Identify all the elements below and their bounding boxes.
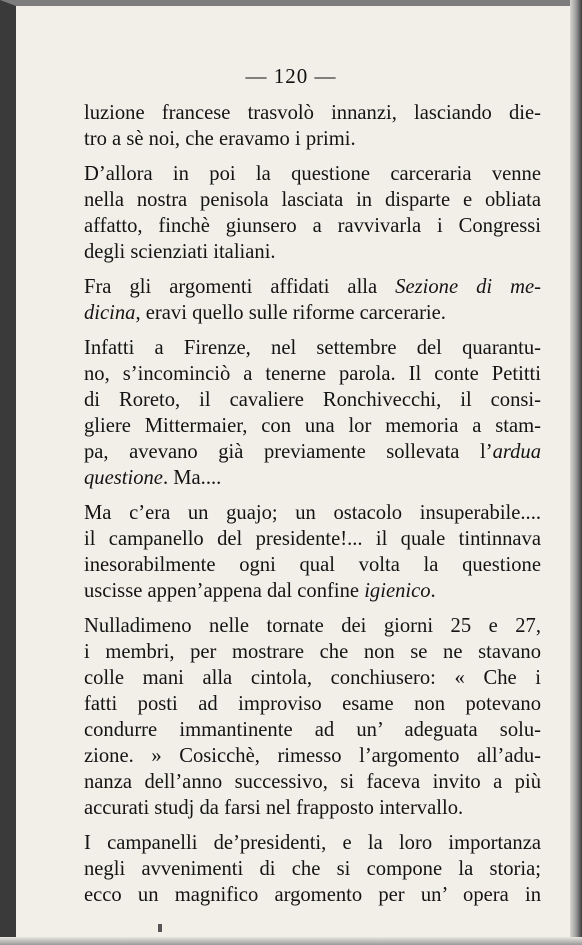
text-line: ecco un magnifico argomento per un’ opera in — [84, 884, 541, 906]
text-line: Infatti a Firenze, nel settembre del quarantu- — [84, 337, 541, 359]
text-line: affatto, finchè giunsero a ravvivarla i Congressi — [84, 215, 541, 237]
text-line: il campanello del presidente!... il quale tintinnava — [84, 528, 541, 550]
text-line: Nulladimeno nelle tornate dei giorni 25 e 27, — [84, 615, 541, 637]
body-text — [84, 100, 541, 908]
text-line: dicina, eravi quello sulle riforme carcerarie. — [84, 302, 446, 324]
text-line: fatti posti ad improviso esame non potevano — [84, 693, 541, 715]
text-line: condurre immantinente ad un’ adeguata solu- — [84, 719, 541, 741]
text-line: zione. » Cosicchè, rimesso l’argomento all’adu- — [84, 745, 541, 767]
text-line: gliere Mittermaier, con una lor memoria a stam- — [84, 415, 541, 437]
text-line: accurati studj da farsi nel frapposto intervallo. — [84, 797, 464, 819]
text-line: I campanelli de’presidenti, e la loro importanza — [84, 832, 541, 854]
text-line: D’allora in poi la questione carceraria venne — [84, 163, 541, 185]
text-line: tro a sè noi, che eravamo i primi. — [84, 128, 356, 150]
page-bottom-edge — [0, 937, 582, 945]
text-line: uscisse appen’appena dal confine igienico. — [84, 580, 436, 602]
text-line: degli scienziati italiani. — [84, 241, 276, 263]
text-line: luzione francese trasvolò innanzi, lasciando die- — [84, 102, 541, 124]
ink-mark — [158, 924, 162, 932]
text-line: questione. Ma.... — [84, 467, 222, 489]
text-line: di Roreto, il cavaliere Ronchivecchi, il consi- — [84, 389, 541, 411]
page-right-edge — [570, 0, 582, 945]
text-line: nanza dell’anno successivo, si faceva invito a più — [84, 771, 541, 793]
text-line: nella nostra penisola lasciata in disparte e obliata — [84, 189, 541, 211]
text-line: Ma c’era un guajo; un ostacolo insuperabile.... — [84, 502, 541, 524]
text-line: colle mani alla cintola, conchiusero: « Che i — [84, 667, 541, 689]
text-line: pa, avevano già previamente sollevata l’ardua — [84, 441, 541, 463]
page-number: — 120 — — [245, 64, 337, 88]
text-line: Fra gli argomenti affidati alla Sezione di me- — [84, 276, 541, 298]
text-line: i membri, per mostrare che non se ne stavano — [84, 641, 541, 663]
text-line: no, s’incominciò a tenerne parola. Il conte Petitti — [84, 363, 541, 385]
text-line: inesorabilmente ogni qual volta la questione — [84, 554, 541, 576]
text-line: negli avvenimenti di che si compone la storia; — [84, 858, 541, 880]
